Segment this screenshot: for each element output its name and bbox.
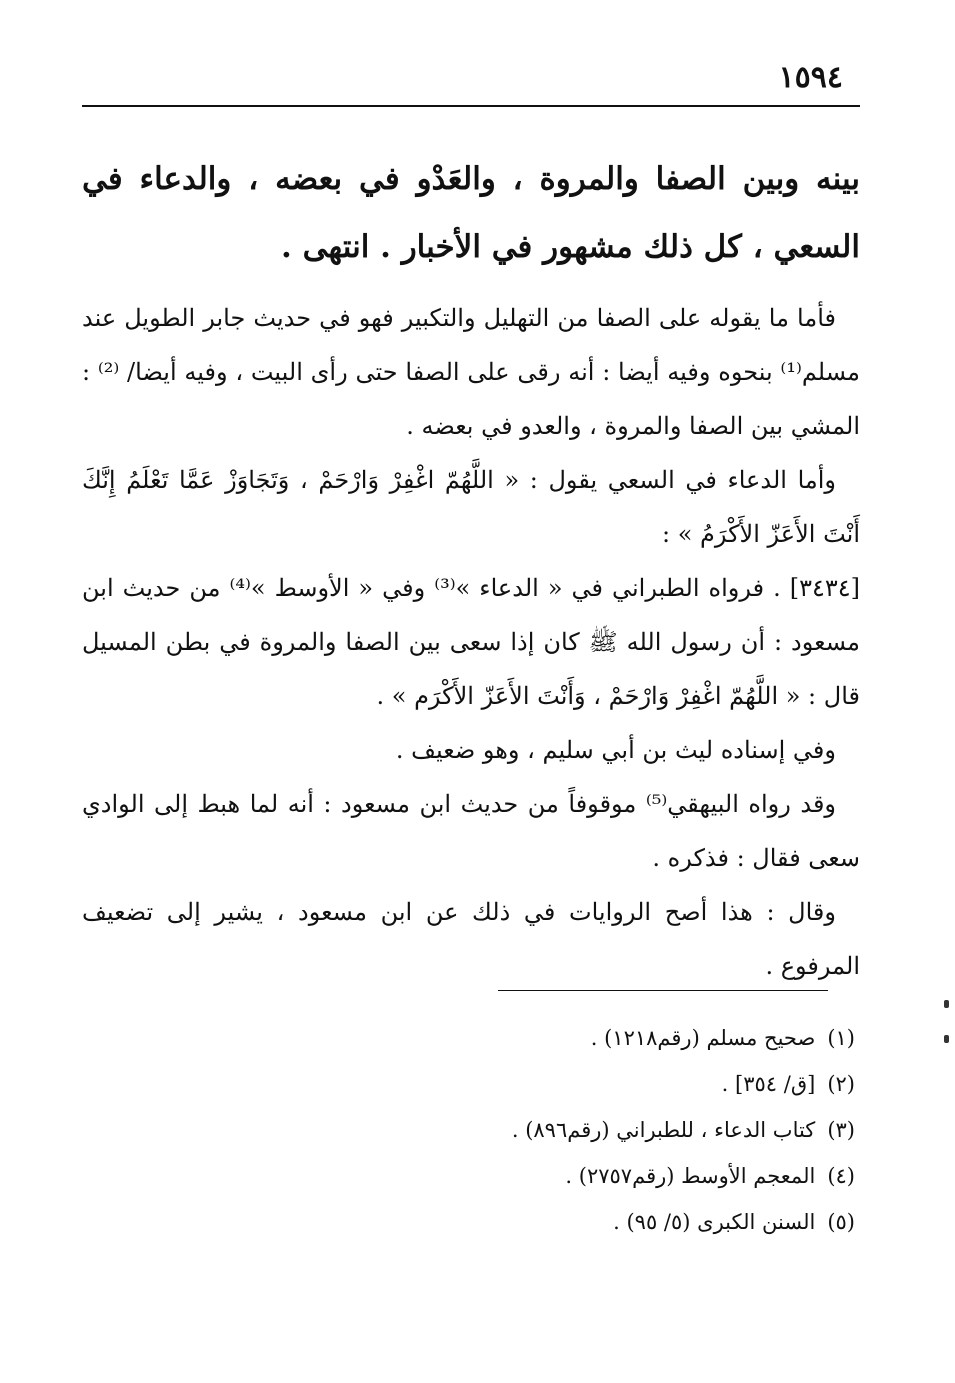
footnote-text: [ق/ ٣٥٤] .	[721, 1072, 816, 1096]
page-number: ١٥٩٤	[778, 60, 843, 95]
footnote-number: (٣)	[827, 1118, 855, 1142]
footnote-text: كتاب الدعاء ، للطبراني (رقم٨٩٦) .	[511, 1118, 816, 1142]
footnote-text: صحيح مسلم (رقم١٢١٨) .	[590, 1026, 816, 1050]
footnote-item	[155, 1153, 855, 1199]
footnote-divider	[498, 990, 828, 991]
footnote-text: السنن الكبرى (٥/ ٩٥) .	[613, 1210, 816, 1234]
footnote-item	[155, 1199, 855, 1245]
paragraph-isnad: وفي إسناده ليث بن أبي سليم ، وهو ضعيف .	[395, 736, 836, 764]
footnote-number: (١)	[827, 1026, 855, 1050]
scan-artifact	[944, 1000, 949, 1008]
paragraph-safa-dhikr: فأما ما يقوله على الصفا من التهليل والتكبير فهو في حديث جابر الطويل عند مسلم⁽¹⁾ بنحوه وفيه أيضا : أنه رقى على الصفا حتى رأى البيت ، وفيه أيضا/ ⁽²⁾ : المشي بين الصفا والمروة ، والعدو في بعضه .	[82, 304, 861, 440]
footnote-item	[155, 1061, 855, 1107]
main-text	[82, 145, 860, 993]
footnote-number: (٤)	[827, 1164, 855, 1188]
footnote-item	[155, 1015, 855, 1061]
footnote-number: (٥)	[827, 1210, 855, 1234]
footnote-item	[155, 1107, 855, 1153]
footnote-number: (٢)	[827, 1072, 855, 1096]
paragraph-hadith-3434: [٣٤٣٤] . فرواه الطبراني في « الدعاء »⁽³⁾ وفي « الأوسط »⁽⁴⁾ من حديث ابن مسعود : أن رسول الله ﷺ كان إذا سعى بين الصفا والمروة في بطن المسيل قال : « اللَّهُمّ اغْفِرْ وَارْحَمْ ، وَأَنْتَ الأَعَزّ الأَكْرَم » .	[82, 574, 861, 710]
paragraph-sai-dua: وأما الدعاء في السعي يقول : « اللَّهُمّ اغْفِرْ وَارْحَمْ ، وَتَجَاوَزْ عَمَّا تَعْلَمُ إِنَّكَ أَنْتَ الأَعَزّ الأَكْرَمُ » :	[82, 466, 860, 548]
paragraph-conclusion: وقال : هذا أصح الروايات في ذلك عن ابن مسعود ، يشير إلى تضعيف المرفوع .	[82, 898, 860, 980]
header-divider	[82, 105, 860, 107]
scan-artifact	[944, 1035, 949, 1043]
lead-paragraph: بينه وبين الصفا والمروة ، والعَدْو في بعضه ، والدعاء في السعي ، كل ذلك مشهور في الأخبار . انتهى .	[82, 161, 860, 265]
footnotes	[155, 1015, 855, 1245]
footnote-text: المعجم الأوسط (رقم٢٧٥٧) .	[565, 1164, 816, 1188]
paragraph-bayhaqi: وقد رواه البيهقي⁽⁵⁾ موقوفاً من حديث ابن مسعود : أنه لما هبط إلى الوادي سعى فقال : فذكره .	[82, 790, 860, 872]
